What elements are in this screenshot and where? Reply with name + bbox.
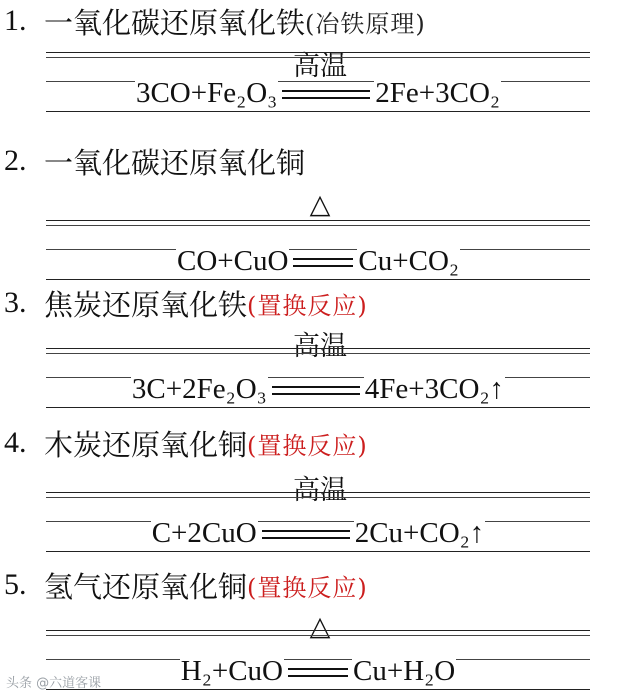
item-number: 3. — [4, 286, 27, 319]
reaction-title: 一氧化碳还原氧化铜 — [44, 145, 306, 180]
ruled-lines — [46, 492, 590, 552]
reaction-type-note: (置换反应) — [247, 291, 368, 320]
reaction-title: 木炭还原氧化铜 — [44, 427, 248, 462]
chemical-equation — [46, 243, 590, 277]
equation-reactants: 3C+2Fe₂O₃ — [131, 373, 267, 405]
reaction-heading — [0, 566, 368, 604]
item-number: 2. — [4, 144, 27, 177]
equation-products: Cu+CO₂ — [358, 245, 460, 277]
reaction-item-4 — [0, 424, 640, 552]
ruled-lines — [46, 348, 590, 408]
reaction-type-note: (置换反应) — [247, 573, 368, 602]
equals-sign-icon — [293, 245, 353, 277]
reaction-condition: 高温 — [293, 331, 347, 362]
reaction-type-note: (置换反应) — [247, 431, 368, 460]
reaction-heading — [0, 424, 368, 462]
chemical-equation — [46, 75, 590, 109]
reaction-title: 焦炭还原氧化铁 — [44, 287, 248, 322]
item-number: 4. — [4, 426, 27, 459]
equation-reactants: H₂+CuO — [180, 655, 283, 687]
equals-sign-icon — [262, 517, 350, 549]
reaction-condition: 高温 — [293, 475, 347, 506]
reaction-title: 一氧化碳还原氧化铁 — [44, 5, 306, 40]
chemical-equation — [46, 515, 590, 549]
reaction-condition: △ — [309, 189, 331, 220]
ruled-lines — [46, 630, 590, 690]
item-number: 5. — [4, 568, 27, 601]
equation-products: 2Fe+3CO₂ — [375, 77, 501, 109]
watermark: 头条 @六道客课 — [6, 676, 102, 691]
equation-reactants: C+2CuO — [151, 517, 257, 549]
reaction-item-1 — [0, 2, 640, 108]
reaction-heading — [0, 2, 426, 40]
equals-sign-icon — [272, 373, 360, 405]
reaction-heading — [0, 142, 305, 180]
equation-products: Cu+H₂O — [353, 655, 456, 687]
equation-reactants: 3CO+Fe₂O₃ — [135, 77, 278, 109]
equation-products: 2Cu+CO₂↑ — [354, 517, 485, 549]
reaction-condition: △ — [309, 611, 331, 642]
reaction-item-3 — [0, 284, 640, 408]
ruled-lines — [46, 220, 590, 280]
equation-products: 4Fe+3CO₂↑ — [364, 373, 505, 405]
reaction-note: (冶铁原理) — [305, 9, 426, 38]
reaction-item-2 — [0, 142, 640, 277]
equation-reactants: CO+CuO — [176, 245, 289, 277]
chemical-equation — [46, 653, 590, 687]
reaction-heading — [0, 284, 368, 322]
reaction-title: 氢气还原氧化铜 — [44, 569, 248, 604]
ruled-lines — [46, 52, 590, 112]
item-number: 1. — [4, 4, 27, 37]
reaction-condition: 高温 — [293, 51, 347, 82]
chemical-equation — [46, 371, 590, 405]
equals-sign-icon — [288, 655, 348, 687]
equals-sign-icon — [282, 77, 370, 109]
